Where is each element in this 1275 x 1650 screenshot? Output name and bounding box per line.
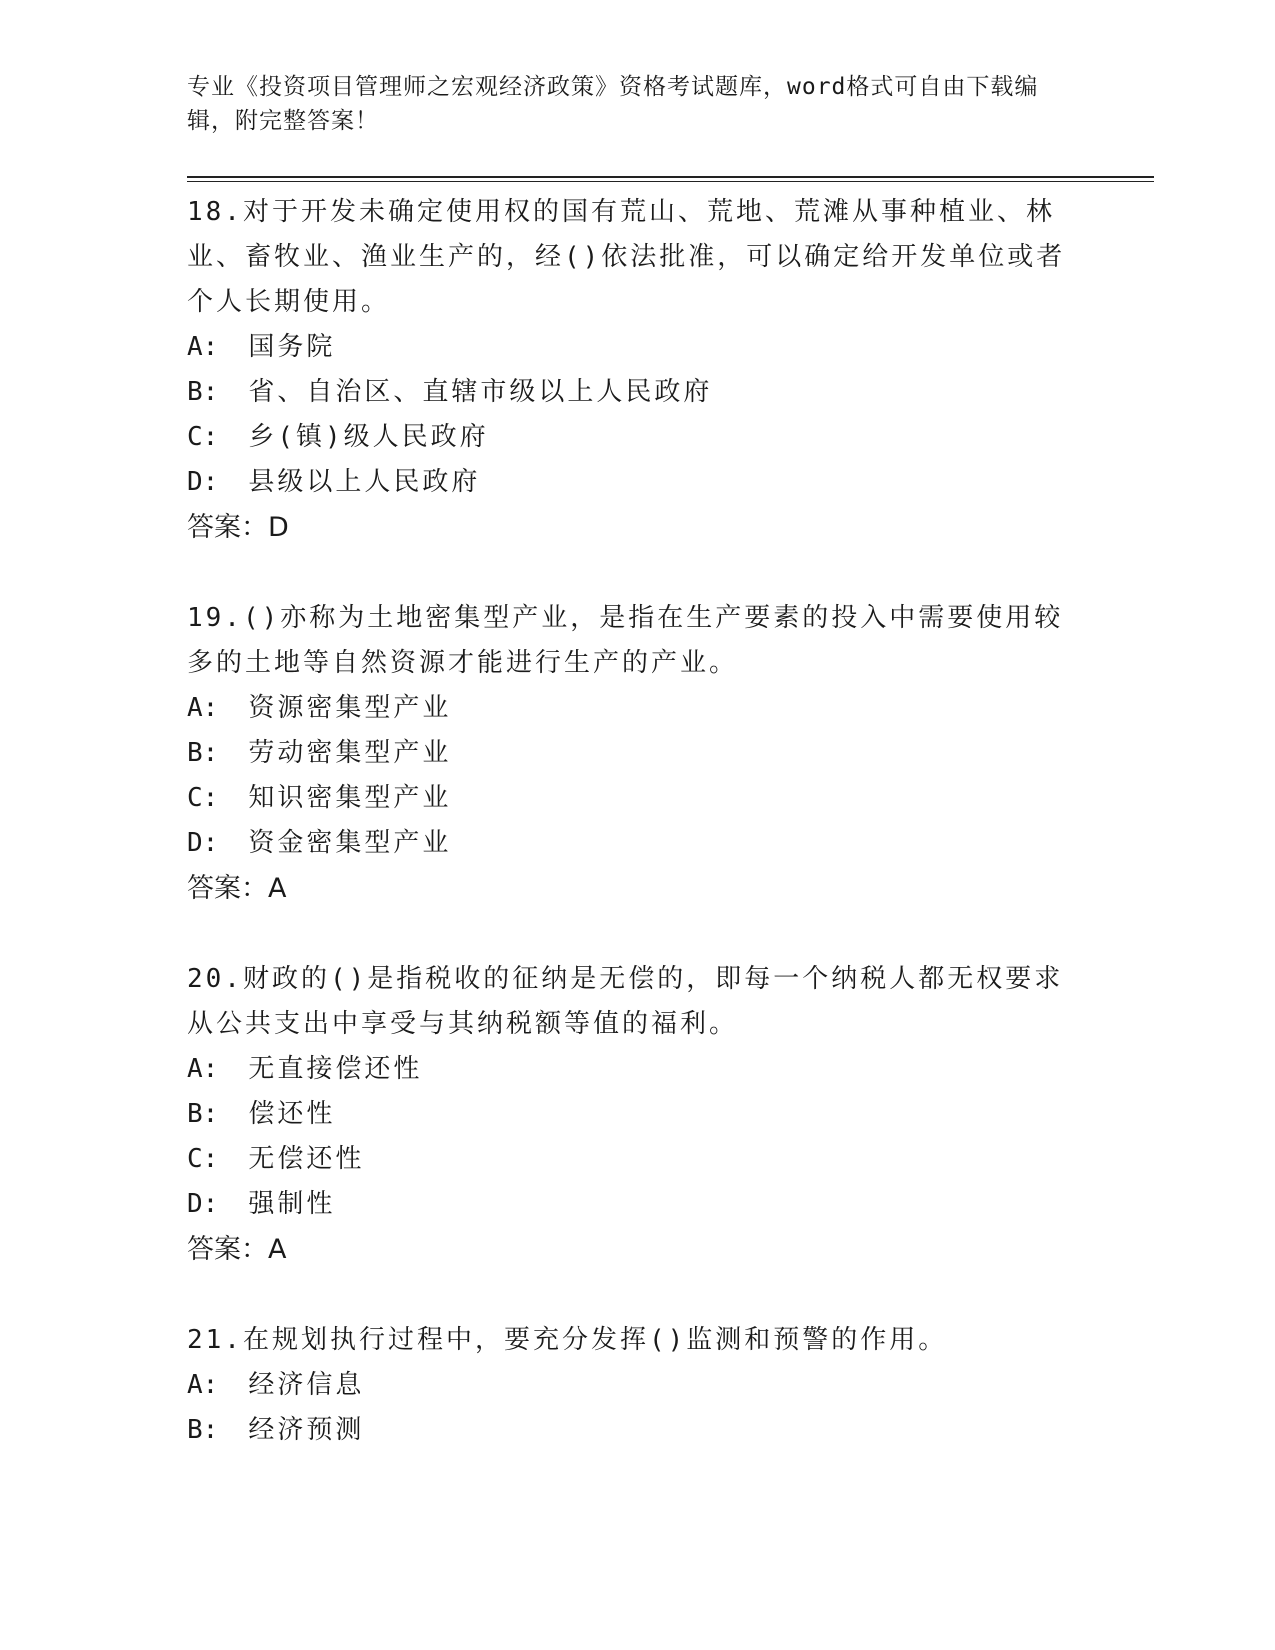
option-a <box>187 1363 1087 1408</box>
option-text: 资金密集型产业 <box>248 828 452 858</box>
option-text: 国务院 <box>248 332 336 362</box>
option-text: 经济预测 <box>248 1415 365 1445</box>
option-d <box>187 1182 1087 1227</box>
question-19 <box>187 596 1087 912</box>
option-text: 知识密集型产业 <box>248 783 452 813</box>
option-letter: B: <box>187 377 219 407</box>
question-20 <box>187 957 1087 1273</box>
option-letter: B: <box>187 738 219 768</box>
header-line-1: 专业《投资项目管理师之宏观经济政策》资格考试题库，word格式可自由下载编 <box>187 74 1039 100</box>
option-text: 县级以上人民政府 <box>248 467 481 497</box>
option-text: 经济信息 <box>248 1370 365 1400</box>
option-text: 资源密集型产业 <box>248 693 452 723</box>
option-text: 劳动密集型产业 <box>248 738 452 768</box>
option-letter: C: <box>187 783 219 813</box>
option-letter: A: <box>187 1370 219 1400</box>
option-c <box>187 776 1087 821</box>
option-letter: D: <box>187 467 219 497</box>
document-header <box>187 70 1087 138</box>
option-b <box>187 1408 1087 1453</box>
question-18 <box>187 190 1087 551</box>
question-text: 19.()亦称为土地密集型产业，是指在生产要素的投入中需要使用较多的土地等自然资源才能进行生产的产业。 <box>187 603 1064 678</box>
option-letter: C: <box>187 422 219 452</box>
question-text: 18.对于开发未确定使用权的国有荒山、荒地、荒滩从事种植业、林业、畜牧业、渔业生产的，经()依法批准，可以确定给开发单位或者个人长期使用。 <box>187 197 1066 317</box>
question-text: 20.财政的()是指税收的征纳是无偿的，即每一个纳税人都无权要求从公共支出中享受与其纳税额等值的福利。 <box>187 964 1064 1039</box>
answer-line: 答案：D <box>187 512 289 543</box>
option-text: 强制性 <box>248 1189 336 1219</box>
option-text: 偿还性 <box>248 1099 336 1129</box>
header-divider-thick <box>187 176 1154 178</box>
option-text: 无直接偿还性 <box>248 1054 423 1084</box>
header-line-2: 辑，附完整答案！ <box>187 108 379 134</box>
option-a <box>187 325 1087 370</box>
question-list <box>187 190 1087 1498</box>
option-text: 省、自治区、直辖市级以上人民政府 <box>248 377 713 407</box>
question-21 <box>187 1318 1087 1453</box>
option-a <box>187 1047 1087 1092</box>
option-letter: A: <box>187 332 219 362</box>
option-letter: D: <box>187 828 219 858</box>
option-b <box>187 370 1087 415</box>
header-divider-thin <box>187 181 1154 182</box>
option-letter: B: <box>187 1415 219 1445</box>
option-text: 乡(镇)级人民政府 <box>248 422 489 452</box>
question-text: 21.在规划执行过程中，要充分发挥()监测和预警的作用。 <box>187 1325 948 1355</box>
option-c <box>187 1137 1087 1182</box>
option-letter: B: <box>187 1099 219 1129</box>
option-a <box>187 686 1087 731</box>
option-text: 无偿还性 <box>248 1144 365 1174</box>
option-d <box>187 821 1087 866</box>
option-letter: A: <box>187 693 219 723</box>
answer-line: 答案：A <box>187 873 287 904</box>
option-c <box>187 415 1087 460</box>
option-b <box>187 1092 1087 1137</box>
option-letter: A: <box>187 1054 219 1084</box>
option-letter: D: <box>187 1189 219 1219</box>
option-d <box>187 460 1087 505</box>
option-b <box>187 731 1087 776</box>
answer-line: 答案：A <box>187 1234 287 1265</box>
option-letter: C: <box>187 1144 219 1174</box>
